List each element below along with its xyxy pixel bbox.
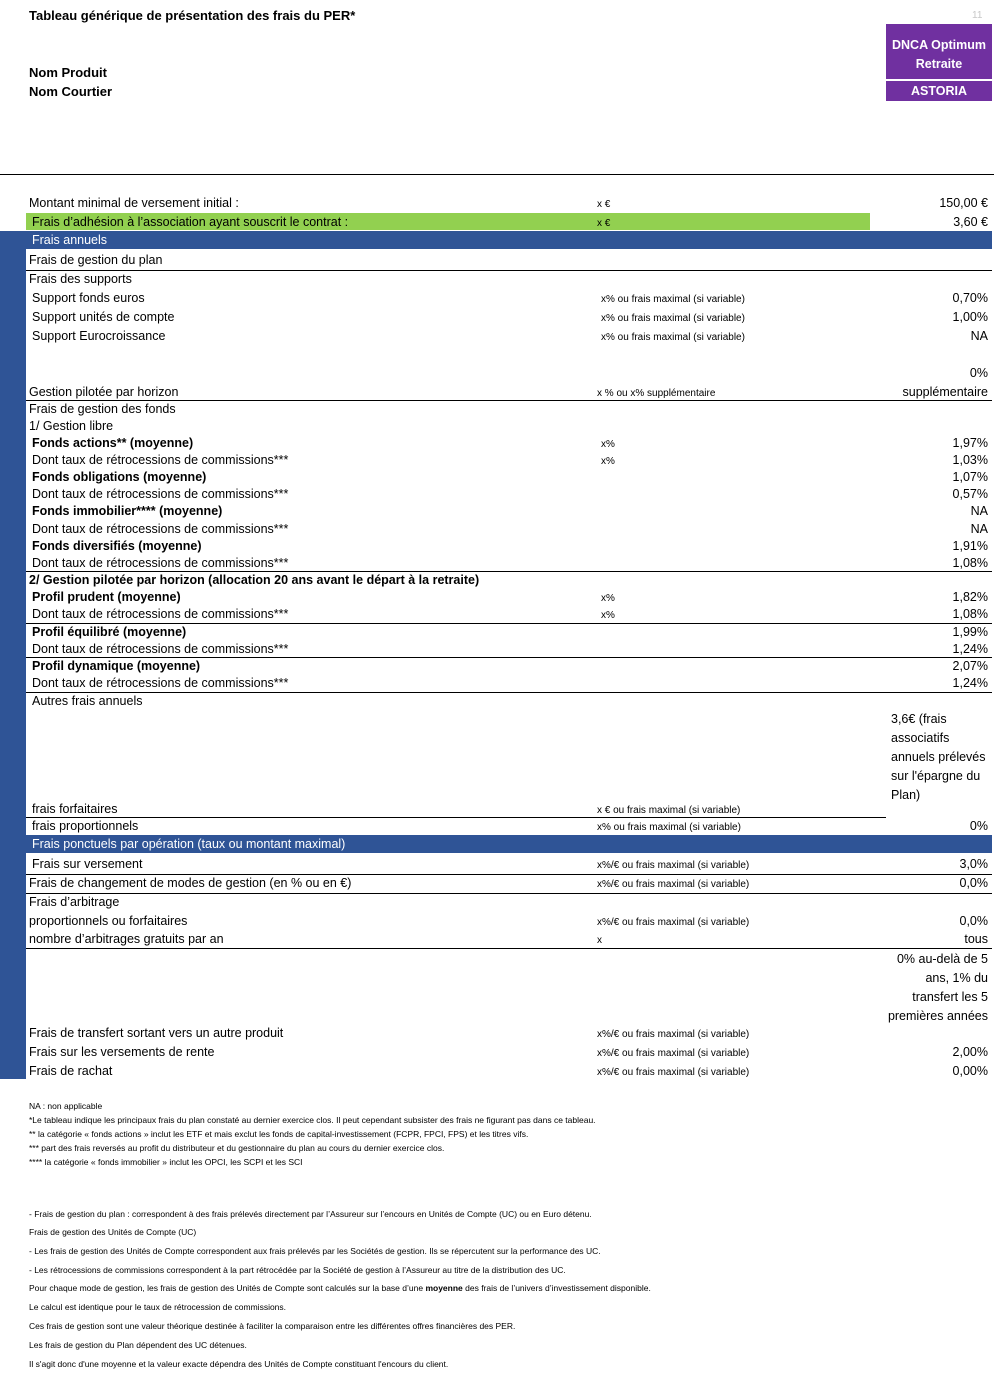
gestion-pilotee-label: Gestion pilotée par horizon (29, 385, 179, 399)
actions-value: 1,97% (952, 436, 988, 450)
eurocroissance-unit: x% ou frais maximal (si variable) (601, 332, 745, 343)
uc-unit: x% ou frais maximal (si variable) (601, 313, 745, 324)
transfert-label: Frais de transfert sortant vers un autre produit (29, 1026, 284, 1040)
min-initial-label: Montant minimal de versement initial : (29, 196, 239, 210)
prudent-retro-value: 1,08% (952, 607, 988, 621)
table-row (0, 819, 994, 836)
obligations-retro-label: Dont taux de rétrocessions de commissions*** (32, 487, 289, 501)
table-row (0, 522, 994, 539)
diversifies-retro-label: Dont taux de rétrocessions de commissions*** (32, 556, 289, 570)
explanation-note: Le calcul est identique pour le taux de rétrocession de commissions. (29, 1302, 287, 1312)
rachat-value: 0,00% (952, 1064, 988, 1078)
equilibre-value: 1,99% (952, 625, 988, 639)
table-row (0, 857, 994, 874)
immobilier-value: NA (970, 504, 988, 518)
changement-label: Frais de changement de modes de gestion (en % ou en €) (29, 876, 352, 890)
explanation-note: - Les rétrocessions de commissions correspondent à la part rétrocédée par la Société de gestion à l’Assureur au titre de la distribution des UC. (29, 1265, 566, 1275)
actions-retro-label: Dont taux de rétrocessions de commissions*** (32, 453, 289, 467)
eurocroissance-label: Support Eurocroissance (32, 329, 166, 343)
obligations-retro-value: 0,57% (952, 487, 988, 501)
explanation-note: Ces frais de gestion sont une valeur théorique destinée à faciliter la comparaison entre les différentes offres financières des PER. (29, 1321, 516, 1331)
row-divider (26, 692, 992, 693)
fonds-euros-label: Support fonds euros (32, 291, 145, 305)
table-row (0, 1064, 994, 1081)
pilotee-horizon-label: 2/ Gestion pilotée par horizon (allocation 20 ans avant le départ à la retraite) (29, 573, 480, 587)
footnote: *Le tableau indique les principaux frais du plan constaté au dernier exercice clos. Il peut cependant subsister des frais ne figurant pas dans ce tableau. (29, 1115, 596, 1125)
table-row (0, 329, 994, 346)
table-row (0, 607, 994, 624)
table-row (0, 676, 994, 693)
header-divider (0, 174, 994, 175)
adhesion-value: 3,60 € (953, 215, 988, 229)
diversifies-value: 1,91% (952, 539, 988, 553)
table-row (0, 590, 994, 607)
arb-prop-value: 0,0% (959, 914, 988, 928)
table-row (0, 487, 994, 504)
table-row (0, 1045, 994, 1062)
gestion-fonds-label: Frais de gestion des fonds (29, 402, 176, 416)
table-row (0, 419, 994, 436)
note-moyenne-bold: moyenne (425, 1283, 463, 1293)
adhesion-label: Frais d’adhésion à l’association ayant souscrit le contrat : (32, 215, 349, 229)
explanation-note: - Les frais de gestion des Unités de Compte correspondent aux frais prélevés par les Sociétés de gestion. Ils se répercutent sur la performance des UC. (29, 1246, 601, 1256)
table-row (0, 272, 994, 289)
adhesion-unit: x € (597, 218, 611, 229)
note-moyenne-after: des frais de l’univers d’investissement disponible. (462, 1283, 651, 1293)
prudent-label: Profil prudent (moyenne) (32, 590, 181, 604)
proportionnels-label: frais proportionnels (32, 819, 139, 833)
rente-value: 2,00% (952, 1045, 988, 1059)
product-name-line1: DNCA Optimum (892, 38, 986, 52)
table-row (0, 573, 994, 590)
footnote: ** la catégorie « fonds actions » inclut les ETF et mais exclut les fonds de capital-investissement (FCPR, FPCI, FPS) et les titres vifs. (29, 1129, 529, 1139)
section-ponctuels-title: Frais ponctuels par opération (taux ou montant maximal) (32, 837, 346, 851)
explanation-note: Frais de gestion des Unités de Compte (UC) (29, 1227, 197, 1237)
forfaitaires-unit: x € ou frais maximal (si variable) (597, 805, 741, 816)
equilibre-retro-value: 1,24% (952, 642, 988, 656)
immobilier-retro-label: Dont taux de rétrocessions de commissions*** (32, 522, 289, 536)
row-divider (26, 874, 992, 875)
prudent-retro-label: Dont taux de rétrocessions de commissions*** (32, 607, 289, 621)
actions-retro-unit: x% (601, 456, 615, 467)
footnote: NA : non applicable (29, 1101, 103, 1111)
versement-value: 3,0% (959, 857, 988, 871)
uc-label: Support unités de compte (32, 310, 175, 324)
transfert-value: 0% au-delà de 5 ans, 1% du transfert les 5 premières années (887, 952, 988, 1023)
actions-retro-value: 1,03% (952, 453, 988, 467)
gestion-pilotee-unit: x % ou x% supplémentaire (597, 388, 716, 399)
actions-unit: x% (601, 439, 615, 450)
fonds-euros-unit: x% ou frais maximal (si variable) (601, 294, 745, 305)
product-name-label: Nom Produit (29, 65, 107, 80)
explanation-note: Il s'agit donc d'une moyenne et la valeur exacte dépendra des Unités de Compte constituant l'encours du client. (29, 1359, 449, 1369)
table-row (0, 895, 994, 912)
dynamique-label: Profil dynamique (moyenne) (32, 659, 201, 673)
min-initial-unit: x € (597, 199, 611, 210)
row-divider (26, 657, 992, 658)
equilibre-label: Profil équilibré (moyenne) (32, 625, 187, 639)
gestion-pilotee-value-1: 0% (969, 366, 988, 380)
arb-gratuits-label: nombre d’arbitrages gratuits par an (29, 932, 224, 946)
frais-supports-label: Frais des supports (29, 272, 132, 286)
rente-label: Frais sur les versements de rente (29, 1045, 215, 1059)
section-annual-band (26, 231, 992, 249)
prudent-value: 1,82% (952, 590, 988, 604)
table-row (0, 914, 994, 931)
prudent-retro-unit: x% (601, 610, 615, 621)
row-divider (26, 893, 992, 894)
dynamique-retro-value: 1,24% (952, 676, 988, 690)
table-row (0, 876, 994, 893)
row-divider (26, 400, 992, 401)
table-row (0, 291, 994, 308)
versement-label: Frais sur versement (32, 857, 143, 871)
broker-name-cell: ASTORIA (886, 81, 992, 101)
row-divider (26, 623, 992, 624)
obligations-label: Fonds obligations (moyenne) (32, 470, 207, 484)
changement-unit: x%/€ ou frais maximal (si variable) (597, 879, 750, 890)
obligations-value: 1,07% (952, 470, 988, 484)
footnote: *** part des frais reversés au profit du distributeur et du gestionnaire du plan au cours du dernier exercice clos. (29, 1143, 445, 1153)
forfaitaires-value: 3,6€ (frais associatifs annuels prélevés sur l'épargne du Plan) (891, 712, 986, 802)
proportionnels-unit: x% ou frais maximal (si variable) (597, 822, 741, 833)
rente-unit: x%/€ ou frais maximal (si variable) (597, 1048, 750, 1059)
table-row (0, 253, 994, 270)
diversifies-label: Fonds diversifiés (moyenne) (32, 539, 202, 553)
table-row (0, 310, 994, 327)
rachat-label: Frais de rachat (29, 1064, 113, 1078)
table-row (0, 470, 994, 487)
proportionnels-value: 0% (969, 819, 988, 833)
product-name-line2: Retraite (915, 57, 963, 71)
explanation-note-moyenne (29, 1283, 651, 1293)
rachat-unit: x%/€ ou frais maximal (si variable) (597, 1067, 750, 1078)
prudent-unit: x% (601, 593, 615, 604)
table-row (0, 504, 994, 521)
row-divider (26, 270, 992, 271)
actions-label: Fonds actions** (moyenne) (32, 436, 194, 450)
table-row (0, 659, 994, 676)
arb-prop-unit: x%/€ ou frais maximal (si variable) (597, 917, 750, 928)
table-row (0, 215, 994, 232)
dynamique-value: 2,07% (952, 659, 988, 673)
product-name-cell (886, 24, 992, 79)
versement-unit: x%/€ ou frais maximal (si variable) (597, 860, 750, 871)
page-number: 11 (972, 10, 983, 21)
table-row (0, 625, 994, 642)
eurocroissance-value: NA (970, 329, 988, 343)
table-row (0, 539, 994, 556)
explanation-note: Les frais de gestion du Plan dépendent des UC détenues. (29, 1340, 247, 1350)
gestion-libre-label: 1/ Gestion libre (29, 419, 114, 433)
immobilier-label: Fonds immobilier**** (moyenne) (32, 504, 223, 518)
footnote: **** la catégorie « fonds immobilier » inclut les OPCI, les SCPI et les SCI (29, 1157, 303, 1167)
explanation-note: - Frais de gestion du plan : correspondent à des frais prélevés directement par l’Assureur sur l’encours en Unités de Compte (UC) ou en Euro détenu. (29, 1209, 592, 1219)
table-row (0, 1026, 994, 1043)
table-row (0, 402, 994, 419)
row-divider (26, 948, 992, 949)
arb-gratuits-value: tous (964, 932, 988, 946)
table-row (0, 694, 994, 711)
transfert-unit: x%/€ ou frais maximal (si variable) (597, 1029, 750, 1040)
arb-prop-label: proportionnels ou forfaitaires (29, 914, 188, 928)
forfaitaires-label: frais forfaitaires (32, 802, 118, 816)
arb-gratuits-unit: x (597, 935, 602, 946)
table-row (0, 366, 994, 383)
table-row (0, 453, 994, 470)
equilibre-retro-label: Dont taux de rétrocessions de commissions*** (32, 642, 289, 656)
page-title: Tableau générique de présentation des frais du PER* (29, 8, 356, 23)
gestion-plan-label: Frais de gestion du plan (29, 253, 163, 267)
section-annual-title: Frais annuels (32, 233, 108, 247)
gestion-pilotee-value-2: supplémentaire (902, 385, 988, 399)
row-divider (26, 817, 886, 818)
autres-annuels-label: Autres frais annuels (32, 694, 143, 708)
arbitrage-label: Frais d’arbitrage (29, 895, 120, 909)
broker-name-label: Nom Courtier (29, 84, 113, 99)
table-row (0, 196, 994, 213)
table-row (0, 436, 994, 453)
changement-value: 0,0% (959, 876, 988, 890)
row-divider (26, 571, 992, 572)
fonds-euros-value: 0,70% (952, 291, 988, 305)
table-row (0, 932, 994, 949)
note-moyenne-before: Pour chaque mode de gestion, les frais de gestion des Unités de Compte sont calculés sur la base d’une (29, 1283, 426, 1293)
diversifies-retro-value: 1,08% (952, 556, 988, 570)
min-initial-value: 150,00 € (939, 196, 988, 210)
dynamique-retro-label: Dont taux de rétrocessions de commissions*** (32, 676, 289, 690)
immobilier-retro-value: NA (970, 522, 988, 536)
uc-value: 1,00% (952, 310, 988, 324)
